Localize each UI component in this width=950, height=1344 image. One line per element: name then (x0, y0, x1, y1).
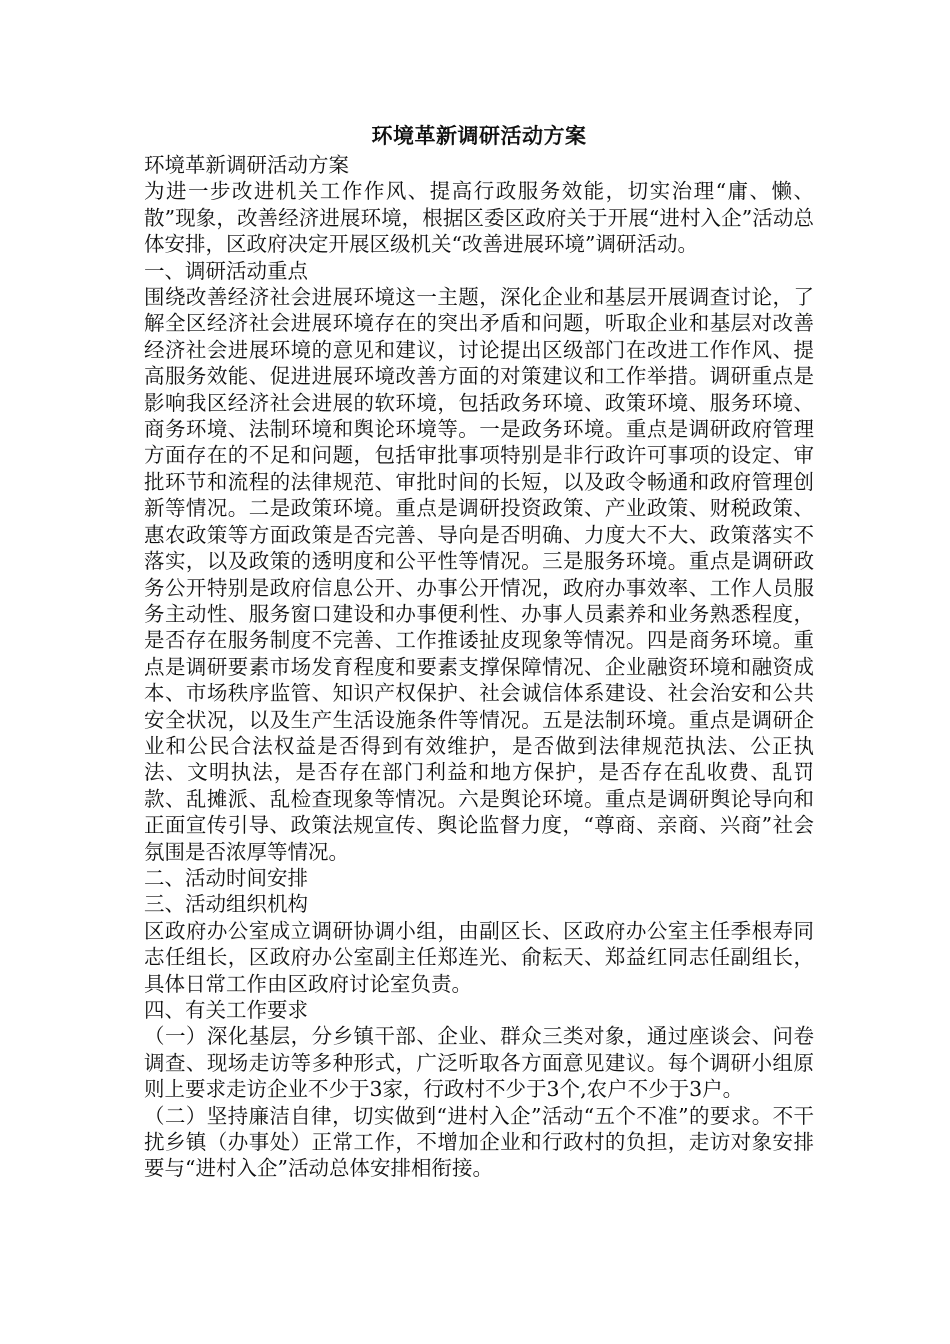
requirement-item-2: （二）坚持廉洁自律，切实做到“进村入企”活动“五个不准”的要求。不干扰乡镇（办事处）正常工作，不增加企业和行政村的负担，走访对象安排要与“进村入企”活动总体安排相衔接。 (144, 1103, 814, 1181)
section-heading-3: 三、活动组织机构 (144, 892, 308, 917)
section-heading-1: 一、调研活动重点 (144, 258, 308, 283)
section-heading-4: 四、有关工作要求 (144, 998, 308, 1022)
subtitle-line: 环境革新调研活动方案 (144, 153, 349, 177)
section-1-paragraph: 围绕改善经济社会进展环境这一主题，深化企业和基层开展调查讨论，了解全区经济社会进展环境存在的突出矛盾和问题，听取企业和基层对改善经济社会进展环境的意见和建议，讨论提出区级部门在改进工作作风、提高服务效能、促进进展环境改善方面的对策建议和工作举措。调研重点是影响我区经济社会进展的软环境，包括政务环境、政策环境、服务环境、商务环境、法制环境和舆论环境等。一是政务环境。重点是调研政府管理方面存在的不足和问题，包括审批事项特别是非行政许可事项的设定、审批环节和流程的法律规范、审批时间的长短，以及政令畅通和政府管理创新等情况。二是政策环境。重点是调研投资政策、产业政策、财税政策、惠农政策等方面政策是否完善、导向是否明确、力度大不大、政策落实不落实，以及政策的透明度和公平性等情况。三是服务环境。重点是调研政务公开特别是政府信息公开、办事公开情况，政府办事效率、工作人员服务主动性、服务窗口建设和办事便利性、办事人员素养和业务熟悉程度，是否存在服务制度不完善、工作推诿扯皮现象等情况。四是商务环境。重点是调研要素市场发育程度和要素支撑保障情况、企业融资环境和融资成本、市场秩序监管、知识产权保护、社会诚信体系建设、社会治安和公共安全状况，以及生产生活设施条件等情况。五是法制环境。重点是调研企业和公民合法权益是否得到有效维护，是否做到法律规范执法、公正执法、文明执法，是否存在部门利益和地方保护，是否存在乱收费、乱罚款、乱摊派、乱检查现象等情况。六是舆论环境。重点是调研舆论导向和正面宣传引导、政策法规宣传、舆论监督力度，“尊商、亲商、兴商”社会氛围是否浓厚等情况。 (144, 285, 814, 864)
document-title: 环境革新调研活动方案 (371, 123, 587, 148)
document-page (144, 120, 814, 1182)
requirement-item-1: （一）深化基层，分乡镇干部、企业、群众三类对象，通过座谈会、问卷调查、现场走访等多种形式，广泛听取各方面意见建议。每个调研小组原则上要求走访企业不少于3家，行政村不少于3个,农户不少于3户。 (144, 1024, 814, 1102)
section-heading-2: 二、活动时间安排 (144, 865, 308, 890)
intro-paragraph: 为进一步改进机关工作作风、提高行政服务效能，切实治理“庸、懒、散”现象，改善经济进展环境，根据区委区政府关于开展“进村入企”活动总体安排，区政府决定开展区级机关“改善进展环境”调研活动。 (144, 179, 814, 257)
document-body (144, 152, 814, 1182)
section-3-paragraph: 区政府办公室成立调研协调小组，由副区长、区政府办公室主任季根寿同志任组长，区政府办公室副主任郑连光、俞耘天、郑益红同志任副组长，具体日常工作由区政府讨论室负责。 (144, 918, 814, 996)
